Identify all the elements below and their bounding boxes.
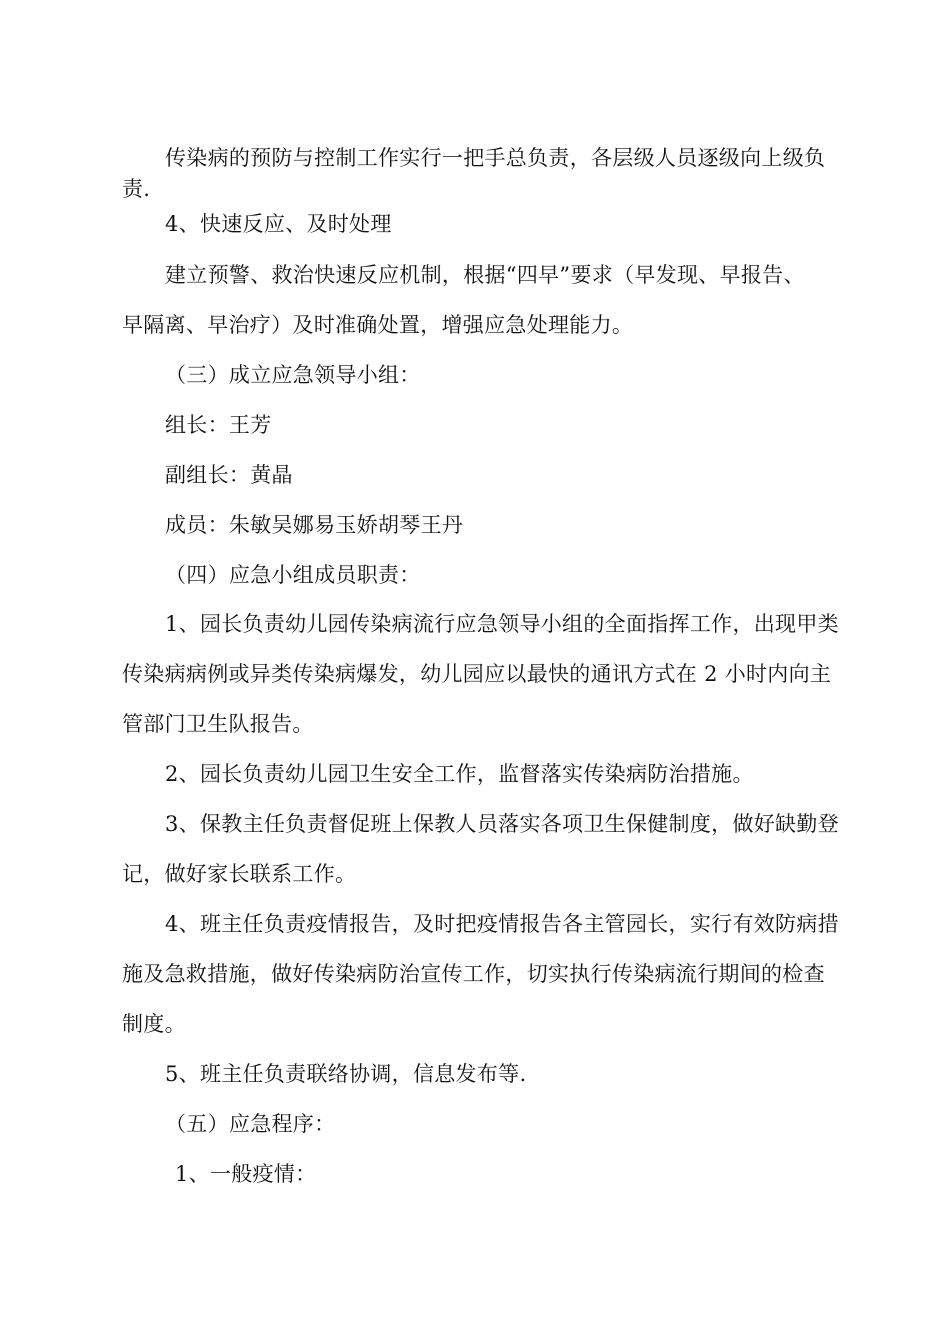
subsection-heading: 1、一般疫情： bbox=[175, 1162, 317, 1186]
paragraph-line: 2、园长负责幼儿园卫生安全工作，监督落实传染病防治措施。 bbox=[165, 762, 754, 786]
paragraph-line: 施及急救措施，做好传染病防治宣传工作，切实执行传染病流行期间的检查 bbox=[122, 962, 825, 986]
section-heading: 4、快速反应、及时处理 bbox=[165, 212, 392, 236]
paragraph-line: 制度。 bbox=[122, 1012, 186, 1036]
paragraph-line: 建立预警、救治快速反应机制，根据“四早”要求（早发现、早报告、 bbox=[165, 263, 805, 287]
paragraph-line: 早隔离、早治疗）及时准确处置，增强应急处理能力。 bbox=[122, 313, 634, 337]
paragraph-line: 传染病病例或异类传染病爆发，幼儿园应以最快的通讯方式在 2 小时内向主 bbox=[122, 662, 832, 686]
paragraph-line: 管部门卫生队报告。 bbox=[122, 712, 314, 736]
paragraph-line: 责. bbox=[122, 177, 151, 201]
section-heading: （三）成立应急领导小组： bbox=[165, 363, 421, 387]
leader-line: 组长：王芳 bbox=[165, 413, 272, 437]
paragraph-line: 3、保教主任负责督促班上保教人员落实各项卫生保健制度，做好缺勤登 bbox=[165, 812, 839, 836]
paragraph-line: 1、园长负责幼儿园传染病流行应急领导小组的全面指挥工作，出现甲类 bbox=[165, 612, 839, 636]
paragraph-line: 传染病的预防与控制工作实行一把手总负责，各层级人员逐级向上级负 bbox=[165, 146, 826, 170]
section-heading: （五）应急程序： bbox=[165, 1112, 336, 1136]
deputy-leader-line: 副组长：黄晶 bbox=[165, 463, 293, 487]
members-line: 成员：朱敏吴娜易玉娇胡琴王丹 bbox=[165, 513, 464, 537]
paragraph-line: 4、班主任负责疫情报告，及时把疫情报告各主管园长，实行有效防病措 bbox=[165, 912, 839, 936]
paragraph-line: 5、班主任负责联络协调，信息发布等. bbox=[165, 1062, 527, 1086]
section-heading: （四）应急小组成员职责： bbox=[165, 563, 421, 587]
paragraph-line: 记，做好家长联系工作。 bbox=[122, 862, 357, 886]
